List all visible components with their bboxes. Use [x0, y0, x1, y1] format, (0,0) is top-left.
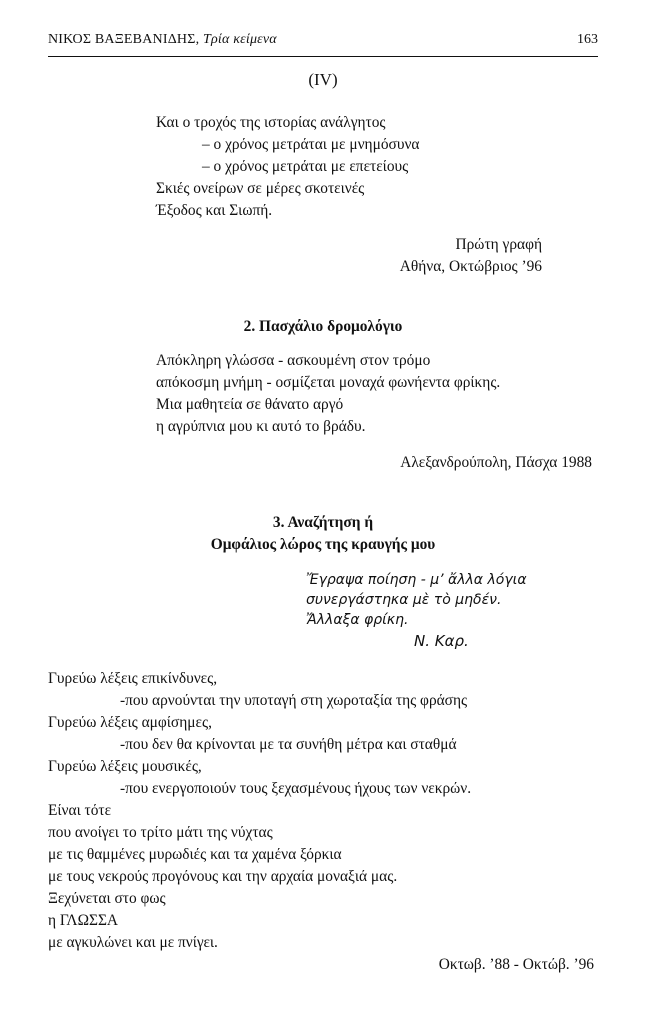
epigraph-line: συνεργάστηκα μὲ τὸ μηδέν.	[306, 592, 502, 608]
signature-place-date: Αθήνα, Οκτώβριος ’96	[399, 258, 542, 275]
epigraph-line: Ἄλλαξα φρίκη.	[306, 612, 409, 628]
section-numeral: (IV)	[308, 70, 338, 89]
verse-line: με αγκυλώνει και με πνίγει.	[48, 934, 218, 951]
verse-line: Μια μαθητεία σε θάνατο αργό	[156, 396, 344, 413]
header-author-title	[48, 32, 277, 48]
verse-line: Απόκληρη γλώσσα - ασκουμένη στον τρόμο	[156, 352, 431, 369]
poem-title: 3. Αναζήτηση ή	[272, 514, 374, 531]
verse-line: με τους νεκρούς προγόνους και την αρχαία μοναξιά μας.	[48, 868, 398, 885]
verse-line: Έξοδος και Σιωπή.	[156, 202, 273, 219]
poem-subtitle: Ομφάλιος λώρος της κραυγής μου	[210, 536, 436, 553]
epigraph-author: Ν. Καρ.	[414, 632, 469, 650]
verse-line: η αγρύπνια μου κι αυτό το βράδυ.	[156, 418, 366, 435]
verse-line: Ξεχύνεται στο φως	[48, 890, 166, 907]
signature-first-draft: Πρώτη γραφή	[455, 236, 542, 253]
page-number: 163	[577, 32, 598, 47]
epigraph-line: Ἔγραψα ποίηση - μ’ ἄλλα λόγια	[306, 572, 527, 588]
verse-line: με τις θαμμένες μυρωδιές και τα χαμένα ξόρκια	[48, 846, 342, 863]
poem-place-date: Αλεξανδρούπολη, Πάσχα 1988	[400, 454, 592, 471]
verse-line: Γυρεύω λέξεις αμφίσημες,	[48, 714, 212, 731]
verse-line: η ΓΛΩΣΣΑ	[48, 912, 119, 929]
verse-line: – ο χρόνος μετράται με μνημόσυνα	[202, 136, 420, 153]
verse-line: που ανοίγει το τρίτο μάτι της νύχτας	[48, 824, 273, 841]
poem-title: 2. Πασχάλιο δρομολόγιο	[243, 318, 403, 335]
verse-line: -που αρνούνται την υποταγή στη χωροταξία της φράσης	[120, 692, 468, 709]
running-header	[48, 30, 598, 52]
verse-line: Είναι τότε	[48, 802, 112, 819]
poem-dates: Οκτωβ. ’88 - Οκτώβ. ’96	[438, 956, 594, 973]
verse-line: -που ενεργοποιούν τους ξεχασμένους ήχους των νεκρών.	[120, 780, 472, 797]
header-rule	[48, 56, 598, 57]
verse-line: -που δεν θα κρίνονται με τα συνήθη μέτρα και σταθμά	[120, 736, 457, 753]
header-book-title: Τρία κείμενα	[202, 32, 277, 47]
verse-line: – ο χρόνος μετράται με επετείους	[202, 158, 409, 175]
verse-line: Γυρεύω λέξεις μουσικές,	[48, 758, 202, 775]
verse-line: Γυρεύω λέξεις επικίνδυνες,	[48, 670, 218, 687]
verse-line: Και ο τροχός της ιστορίας ανάλγητος	[156, 114, 386, 131]
verse-line: Σκιές ονείρων σε μέρες σκοτεινές	[156, 180, 365, 197]
verse-line: απόκοσμη μνήμη - οσμίζεται μοναχά φωνήεντα φρίκης.	[156, 374, 501, 391]
header-author: ΝΙΚΟΣ ΒΑΞΕΒΑΝΙΔΗΣ,	[48, 32, 200, 47]
